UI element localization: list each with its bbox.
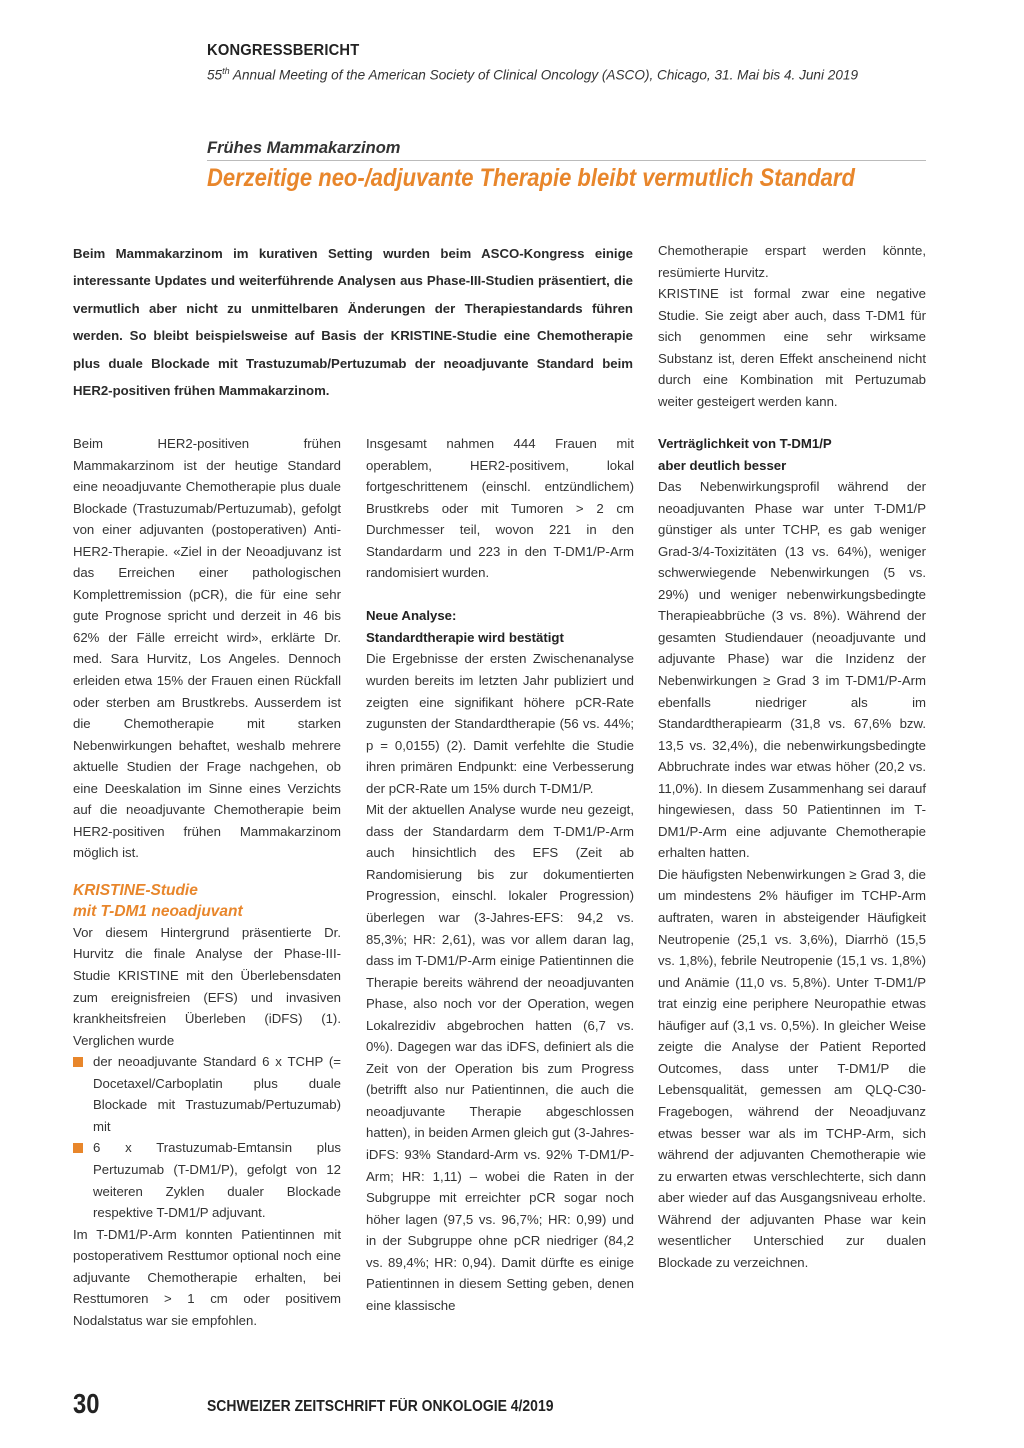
square-bullet-icon	[73, 1057, 83, 1067]
body-column-2	[366, 433, 634, 1316]
body-paragraph: Insgesamt nahmen 444 Frauen mit operablem, HER2-positivem, lokal fortgeschrittenem (einschl. entzündlichem) Brustkrebs oder mit Tumoren > 2 cm Durchmesser teil, wovon 221 in den Standardarm und 223 in den T-DM1/P-Arm randomisiert wurden.	[366, 436, 634, 581]
meeting-text: Annual Meeting of the American Society of Clinical Oncology (ASCO), Chicago, 31. Mai bis 4. Juni 2019	[229, 67, 859, 83]
subheading-line: Neue Analyse:	[366, 608, 457, 624]
section-kicker: KONGRESSBERICHT	[207, 42, 360, 59]
body-paragraph: Die häufigsten Nebenwirkungen ≥ Grad 3, die um mindestens 2% häufiger im TCHP-Arm auftraten, waren in absteigender Häufigkeit Neutropenie (25,1 vs. 3,6%), Diarrhö (15,5 vs. 1,8%), febrile Neutropenie (15,1 vs. 1,8%) und Anämie (11,0 vs. 5,8%). Unter T-DM1/P trat einzig eine periphere Neuropathie etwas häufiger auf (3,1 vs. 0,5%). In gleicher Weise zeigte die Analyse der Patient Reported Outcomes, dass unter T-DM1/P die Lebensqualität, gemessen am QLQ-C30-Fragebogen, während der Neoadjuvanz etwas besser war als im TCHP-Arm, sich während der adjuvanten Chemotherapie wie zu erwarten etwas verschlechterte, sich dann aber wieder auf das Ausgangsniveau erholte. Während der adjuvanten Phase war kein wesentlicher Unterschied zur dualen Blockade zu verzeichnen.	[658, 866, 926, 1270]
comparison-list	[73, 1051, 341, 1223]
lead-side-column	[658, 240, 926, 412]
section-divider	[207, 160, 926, 161]
body-column-3	[658, 433, 926, 1273]
article-section: Frühes Mammakarzinom	[207, 139, 401, 157]
body-paragraph: Beim HER2-positiven frühen Mammakarzinom ist der heutige Standard eine neoadjuvante Chemotherapie plus duale Blockade (Trastuzumab/Pertuzumab), gefolgt von einer adjuvanten (postoperativen) Anti-HER2-Therapie. «Ziel in der Neoadjuvanz ist das Erreichen einer pathologischen Komplettremission (pCR), die für eine sehr gute Prognose spricht und derzeit in 46 bis 62% der Fälle erreicht wird», erklärte Dr. med. Sara Hurvitz, Los Angeles. Dennoch erleiden etwa 15% der Frauen einen Rückfall oder sterben am Brustkrebs. Ausserdem ist die Chemotherapie mit starken Nebenwirkungen behaftet, weshalb mehrere aktuelle Studien der Frage nachgehen, ob eine Deeskalation im Sinne eines Verzichts auf die neoadjuvante Chemotherapie beim HER2-positiven frühen Mammakarzinom möglich ist.	[73, 436, 341, 861]
subheading-kristine	[73, 880, 341, 922]
meeting-line	[207, 66, 858, 83]
body-column-1	[73, 433, 341, 1331]
subheading-line: Verträglichkeit von T-DM1/P	[658, 436, 832, 451]
page-number: 30	[73, 1388, 100, 1419]
subheading-line: mit T-DM1 neoadjuvant	[73, 902, 243, 920]
subheading-line: aber deutlich besser	[658, 457, 787, 473]
side-paragraph: Chemotherapie erspart werden könnte, resümierte Hurvitz.	[658, 243, 926, 280]
journal-title: SCHWEIZER ZEITSCHRIFT FÜR ONKOLOGIE 4/2019	[207, 1398, 554, 1415]
square-bullet-icon	[73, 1143, 83, 1153]
article-lead: Beim Mammakarzinom im kurativen Setting wurden beim ASCO-Kongress einige interessante Updates und weiterführende Analysen aus Phase-III-Studien präsentiert, die vermutlich aber nicht zu unmittelbaren Änderungen der Therapiestandards führen werden. So bleibt beispielsweise auf Basis der KRISTINE-Studie eine Chemotherapie plus duale Blockade mit Trastuzumab/Pertuzumab der neoadjuvante Standard beim HER2-positiven frühen Mammakarzinom.	[73, 246, 633, 399]
subheading-line: Standardtherapie wird bestätigt	[366, 629, 564, 645]
list-item-text: der neoadjuvante Standard 6 x TCHP (= Docetaxel/Carboplatin plus duale Blockade mit Trastuzumab/Pertuzumab) mit	[93, 1054, 341, 1134]
subheading-new-analysis	[366, 605, 634, 648]
list-item	[73, 1137, 341, 1223]
body-paragraph: Das Nebenwirkungsprofil während der neoadjuvanten Phase war unter T-DM1/P günstiger als unter TCHP, es gab weniger Grad-3/4-Toxizitäten (13 vs. 64%), weniger schwerwiegende Nebenwirkungen (5 vs. 29%) und weniger nebenwirkungsbedingte Therapieabbrüche (3 vs. 8%). Während der gesamten Studiendauer (neoadjuvante und adjuvante Phase) war die Inzidenz der Nebenwirkungen ≥ Grad 3 im T-DM1/P-Arm ebenfalls niedriger als im Standardtherapiearm (31,8 vs. 67,6% bzw. 13,5 vs. 32,4%), die nebenwirkungsbedingte Abbruchrate indes war etwas höher (20,2 vs. 11,0%). In diesem Zusammenhang sei darauf hingewiesen, dass 50 Patientinnen im T-DM1/P-Arm eine adjuvante Chemotherapie erhalten hatten.	[658, 479, 926, 861]
list-item-text: 6 x Trastuzumab-Emtansin plus Pertuzumab (T-DM1/P), gefolgt von 12 weiteren Zyklen dualer Blockade respektive T-DM1/P adjuvant.	[93, 1140, 341, 1221]
article-headline: Derzeitige neo-/adjuvante Therapie bleibt vermutlich Standard	[207, 164, 855, 192]
meeting-ordinal: th	[222, 66, 230, 76]
side-paragraph: KRISTINE ist formal zwar eine negative Studie. Sie zeigt aber auch, dass T-DM1 für sich genommen eine sehr wirksame Substanz ist, deren Effekt anscheinend nicht durch eine Kombination mit Pertuzumab weiter gesteigert werden kann.	[658, 286, 926, 409]
meeting-number: 55	[207, 67, 223, 83]
body-paragraph: Mit der aktuellen Analyse wurde neu gezeigt, dass der Standardarm dem T-DM1/P-Arm auch hinsichtlich des EFS (Zeit ab Randomisierung bis zur dokumentierten Progression, einschl. lokaler Progression) überlegen war (3-Jahres-EFS: 94,2 vs. 85,3%; HR: 2,61), was vor allem daran lag, dass im T-DM1/P-Arm einige Patientinnen die Therapie bereits während der neoadjuvanten Phase, also noch vor der Operation, wegen Lokalrezidiv abgebrochen hatten (6,7 vs. 0%). Dagegen war das iDFS, definiert als die Zeit von der Operation bis zum Progress (betrifft also nur Patientinnen, die auch die neoadjuvante Therapie abgeschlossen hatten), in beiden Armen gleich gut (3-Jahres-iDFS: 93% Standard-Arm vs. 92% T-DM1/P-Arm; HR: 1,11) – wobei die Raten in der Subgruppe mit erreichter pCR sogar noch höher lagen (97,5 vs. 96,7%; HR: 0,99) und in der Subgruppe ohne pCR niedriger (84,2 vs. 89,4%; HR: 0,94). Damit dürfte es einige Patientinnen in diesem Setting geben, denen eine klassische	[366, 802, 634, 1313]
body-paragraph: Die Ergebnisse der ersten Zwischenanalyse wurden bereits im letzten Jahr publiziert und zeigten eine signifikant höhere pCR-Rate zugunsten der Standardtherapie (56 vs. 44%; p = 0,0155) (2). Damit verfehlte die Studie ihren primären Endpunkt: eine Verbesserung der pCR-Rate um 15% durch T-DM1/P.	[366, 651, 634, 796]
subheading-tolerability	[658, 433, 926, 476]
subheading-line: KRISTINE-Studie	[73, 881, 198, 899]
body-paragraph: Vor diesem Hintergrund präsentierte Dr. Hurvitz die finale Analyse der Phase-III-Studie KRISTINE mit den Überlebensdaten zum ereignisfreien (EFS) und invasiven krankheitsfreien Überleben (iDFS) (1). Verglichen wurde	[73, 924, 341, 1048]
body-paragraph: Im T-DM1/P-Arm konnten Patientinnen mit postoperativem Resttumor optional noch eine adjuvante Chemotherapie erhalten, bei Resttumoren > 1 cm oder positivem Nodalstatus war sie empfohlen.	[73, 1226, 341, 1328]
list-item	[73, 1051, 341, 1137]
